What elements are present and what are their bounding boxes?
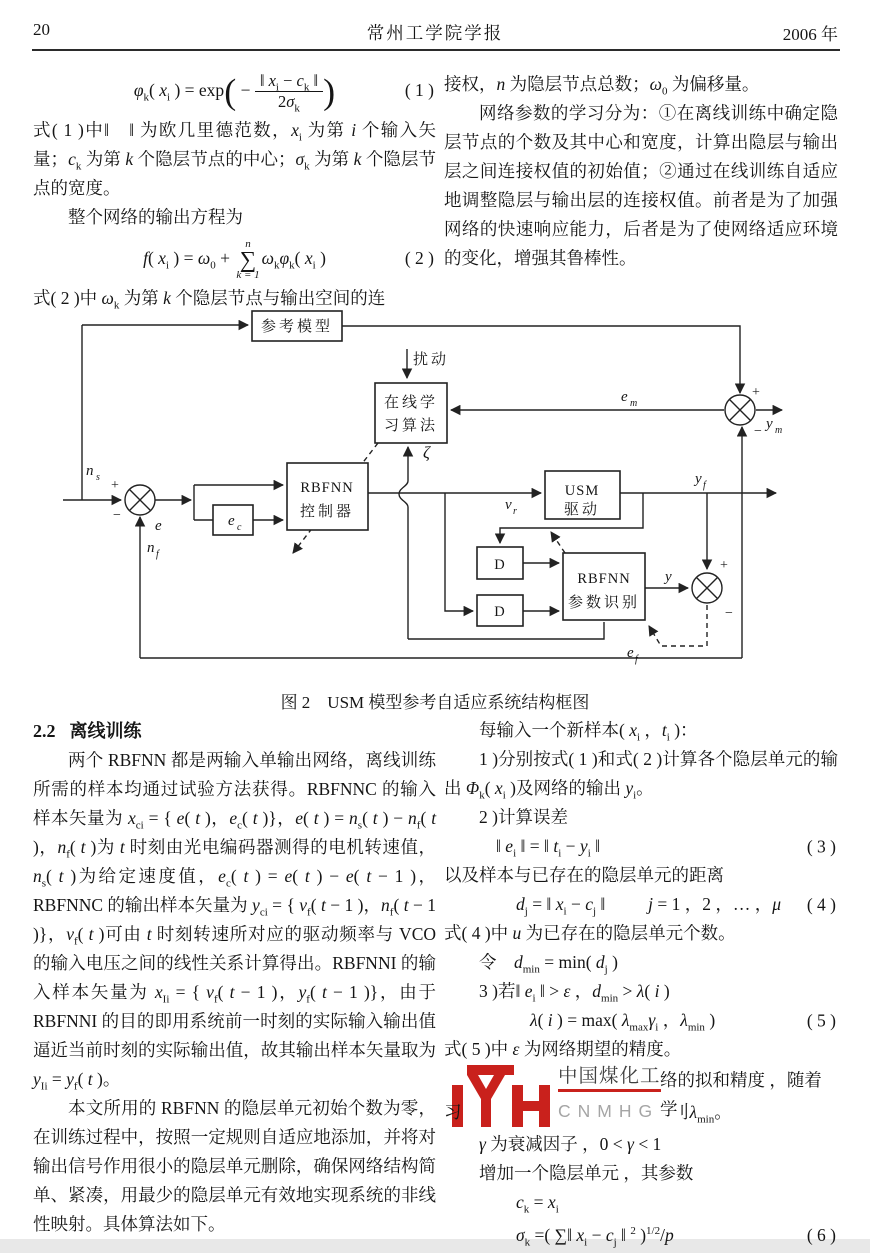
paragraph: 接权，n 为隐层节点总数；$\omega_0$ 为偏移量。	[444, 74, 760, 98]
controller-label-2: 控制器	[299, 504, 355, 520]
eq1-fraction: $\frac{‖ x_i - c_k ‖}{2\sigma_k}$	[255, 72, 323, 113]
algorithm-line: γ 为衰减因子 ，0 < γ < 1	[479, 1134, 662, 1154]
eq2-sum: n ∑ k = 1	[236, 238, 260, 281]
algorithm-line: 1 )分别按式( 1 )和式( 2 )计算各个隐层单元的输出 $\Phi_k$( $x_i$ )及网络的输出 $y_i$。	[444, 749, 838, 802]
obscured-text-line1: 络的拟和精度 ，随着学	[660, 1070, 822, 1119]
eq1-lhs: $\varphi_k$( $x_i$ ) = exp	[133, 80, 225, 104]
eq2-pre: f( $x_i$ ) = $\omega_0$ +	[143, 248, 235, 272]
header-rule	[32, 49, 840, 51]
section-number: 2.2	[33, 721, 56, 741]
algorithm-line: 以及样本与已存在的隐层单元的距离	[444, 865, 724, 885]
right-column-top	[444, 70, 838, 273]
controller-label-1: RBFNN	[300, 480, 354, 496]
algorithm-line: 每输入一个新样本( $x_i$ ，$t_i$ )：	[479, 720, 698, 744]
equation-6: $\sigma_k$ =( ∑‖ $x_i - c_j$ ‖ $^2$ )$^{1/2}$/p ( 6 )	[444, 1217, 838, 1253]
dashed-ident-to-usm	[551, 532, 565, 553]
usm-mras-diagram	[55, 303, 785, 669]
algorithm-line: 式( 4 )中 u 为已存在的隐层单元个数。	[444, 923, 736, 943]
usm-label-2: 驱动	[563, 502, 601, 518]
right-column-bottom	[444, 716, 838, 1253]
identifier-label-1: RBFNN	[577, 571, 631, 587]
sum3-plus: +	[720, 558, 728, 573]
eq4-number: ( 4 )	[806, 894, 836, 914]
ef-label-sub: f	[635, 654, 638, 665]
watermark-title: 中国煤化工	[558, 1063, 661, 1092]
algorithm-line: 3 )若‖ $e_i$ ‖ > ε ，$d_{min} > \lambda$( i )	[479, 981, 670, 1005]
algorithm-line: 增加一个隐层单元 ，其参数	[479, 1163, 694, 1183]
algorithm-line: 2 )计算误差	[479, 807, 568, 827]
algorithm-line: 式( 5 )中 ε 为网络期望的精度。	[444, 1039, 682, 1059]
nf-label-sub: f	[156, 549, 159, 560]
left-column-bottom	[33, 716, 436, 1239]
paragraph: 本文所用的 RBFNN 的隐层单元初始个数为零，在训练过程中，按照一定规则自适应地添加，并将对输出信号作用很小的隐层单元删除，确保网络结构简单、紧凑，用最少的隐层单元有效地实现系统的非线性映射。具体算法如下。	[33, 1098, 436, 1234]
em-label-sub: m	[630, 398, 638, 409]
identifier-label-2: 参数识别	[567, 595, 641, 611]
eq5-number: ( 5 )	[806, 1010, 836, 1030]
paragraph: 式( 1 )中‖ ‖ 为欧几里德范数，$x_i$ 为第 i 个输入矢量；$c_k$ 为第 k 个隐层节点的中心；$\sigma_k$ 为第 k 个隐层节点的宽度。	[33, 120, 437, 198]
sum2-minus: −	[754, 424, 762, 439]
ym-label-sub: m	[775, 425, 783, 436]
y-label: y	[665, 569, 672, 585]
paragraph: 式( 2 )中 $\omega_k$ 为第 k 个隐层节点与输出空间的连	[33, 288, 386, 312]
section-title: 离线训练	[69, 721, 142, 741]
yf-label-main: y	[695, 471, 702, 487]
nf-label-main: n	[147, 540, 155, 556]
vr-label-sub: r	[513, 506, 517, 517]
paragraph: 整个网络的输出方程为	[68, 207, 243, 227]
usm-label-1: USM	[564, 483, 600, 499]
equation-1: $\varphi_k$( $x_i$ ) = exp( − $\frac{‖ x_i - c_k ‖}{2\sigma_k}$ ) ( 1 )	[33, 64, 436, 116]
line-zeta-up	[399, 447, 408, 639]
ns-label-main: n	[86, 463, 94, 479]
dashed-ef-to-ident	[649, 605, 707, 646]
equation-2	[33, 232, 436, 284]
eq6-number: ( 6 )	[806, 1225, 836, 1245]
yf-label-sub: f	[703, 480, 706, 491]
box-online-learning	[375, 383, 447, 443]
journal-year: 2006 年	[782, 25, 838, 44]
em-label-main: e	[621, 389, 628, 405]
e-label: e	[155, 518, 162, 534]
online-learning-label-2: 习算法	[383, 418, 439, 434]
journal-title: 常州工学院学报	[366, 23, 504, 43]
ns-label-sub: s	[96, 472, 100, 483]
ec-label-sub: c	[237, 522, 242, 533]
figure-caption: 图 2 USM 模型参考自适应系统结构框图	[280, 693, 590, 712]
figure-2-block-diagram	[55, 303, 785, 669]
sum2-plus: +	[752, 385, 760, 400]
obscured-text-line2-pre: 习	[444, 1102, 462, 1122]
eq2-number: ( 2 )	[404, 248, 434, 268]
sum3-minus: −	[725, 606, 733, 621]
sum1-minus: −	[113, 508, 121, 523]
equation-4: $d_j$ = ‖ $x_i - c_j$ ‖ j = 1 ，2 ，… ，μ ( 4 )	[444, 890, 838, 919]
vr-label-main: v	[505, 497, 512, 513]
algorithm-line: $c_k = x_i$	[516, 1192, 559, 1216]
section-heading	[33, 716, 436, 746]
sum1-plus: +	[111, 478, 119, 493]
paragraph: 两个 RBFNN 都是两输入单输出网络，离线训练所需的样本均通过试验方法获得。RBFNNC 的输入样本矢量为 $x_{ci}$ = { e( t )，$e_c$( t )}，e( t ) = $n_s$( t ) − $n_f$( t )，$n_f$( t )为 t 时刻由光电编码器测得的电机转速值，$n_s$( t )为给定速度值，$e_c$( t ) = e( t ) − e( t − 1 )，RBFNNC 的输出样本矢量为 $y_{ci}$ = { $v_f$( t − 1 )，$n_f$( t − 1 )}，$v_f$( t )可由 t 时刻转速所对应的驱动频率与 VCO 的输入电压之间的线性关系计算得出。RBFNNI 的输入样本矢量为 $x_{Ii}$ = { $v_f$( t − 1 )，$y_f$( t − 1 )}，由于 RBFNNI 的目的即用系统前一时刻的实际输入输出值逼近当前时刻的实际输出值，故其输出样本矢量取为 $y_{Ii} = y_f$( t )。	[33, 750, 437, 1093]
ec-label-main: e	[228, 513, 235, 529]
left-column-top	[33, 64, 436, 313]
delay1-label: D	[494, 557, 506, 573]
eq6-exponent: 1/2	[646, 1225, 661, 1238]
online-learning-label-1: 在线学	[383, 395, 439, 411]
ym-label-main: y	[766, 416, 773, 432]
algorithm-line: 令 $d_{min} = \min$( $d_j$ )	[479, 952, 618, 976]
cnmhg-watermark-logo	[452, 1065, 552, 1127]
ef-label-main: e	[627, 645, 634, 661]
eq1-number: ( 1 )	[404, 80, 434, 100]
page-number: 20	[33, 20, 50, 39]
delay2-label: D	[494, 604, 506, 620]
disturbance-label: 扰动	[413, 352, 450, 368]
eq3-number: ( 3 )	[806, 836, 836, 856]
eq1-minus: −	[240, 80, 251, 100]
ref-model-label: 参考模型	[260, 319, 334, 335]
eq4-condition: j = 1 ，2 ，… ，μ	[648, 894, 782, 914]
eq2-post: $\omega_k\varphi_k$( $x_i$ )	[261, 248, 326, 272]
watermark-block	[444, 1064, 838, 1130]
equation-3: ‖ $e_i$ ‖ = ‖ $t_i - y_i$ ‖ ( 3 )	[444, 832, 838, 861]
equation-5: λ( i ) = max( $\lambda_{max}\gamma_i$ ，$\lambda_{min}$ ) ( 5 )	[444, 1006, 838, 1035]
line-vr-to-d2	[445, 493, 473, 611]
zeta-label: ζ	[423, 443, 430, 462]
obscured-text-line2-post: 刂$\lambda_{min}$。	[672, 1102, 732, 1126]
watermark-letters: CNMHG	[558, 1101, 660, 1121]
paragraph: 网络参数的学习分为：①在离线训练中确定隐层节点的个数及其中心和宽度，计算出隐层与输出层之间连接权值的初始值；②通过在线训练自适应地调整隐层与输出层的连接权值。前者是为了加强网络的快速响应能力，后者是为了使网络适应环境的变化，增强其鲁棒性。	[444, 103, 838, 268]
